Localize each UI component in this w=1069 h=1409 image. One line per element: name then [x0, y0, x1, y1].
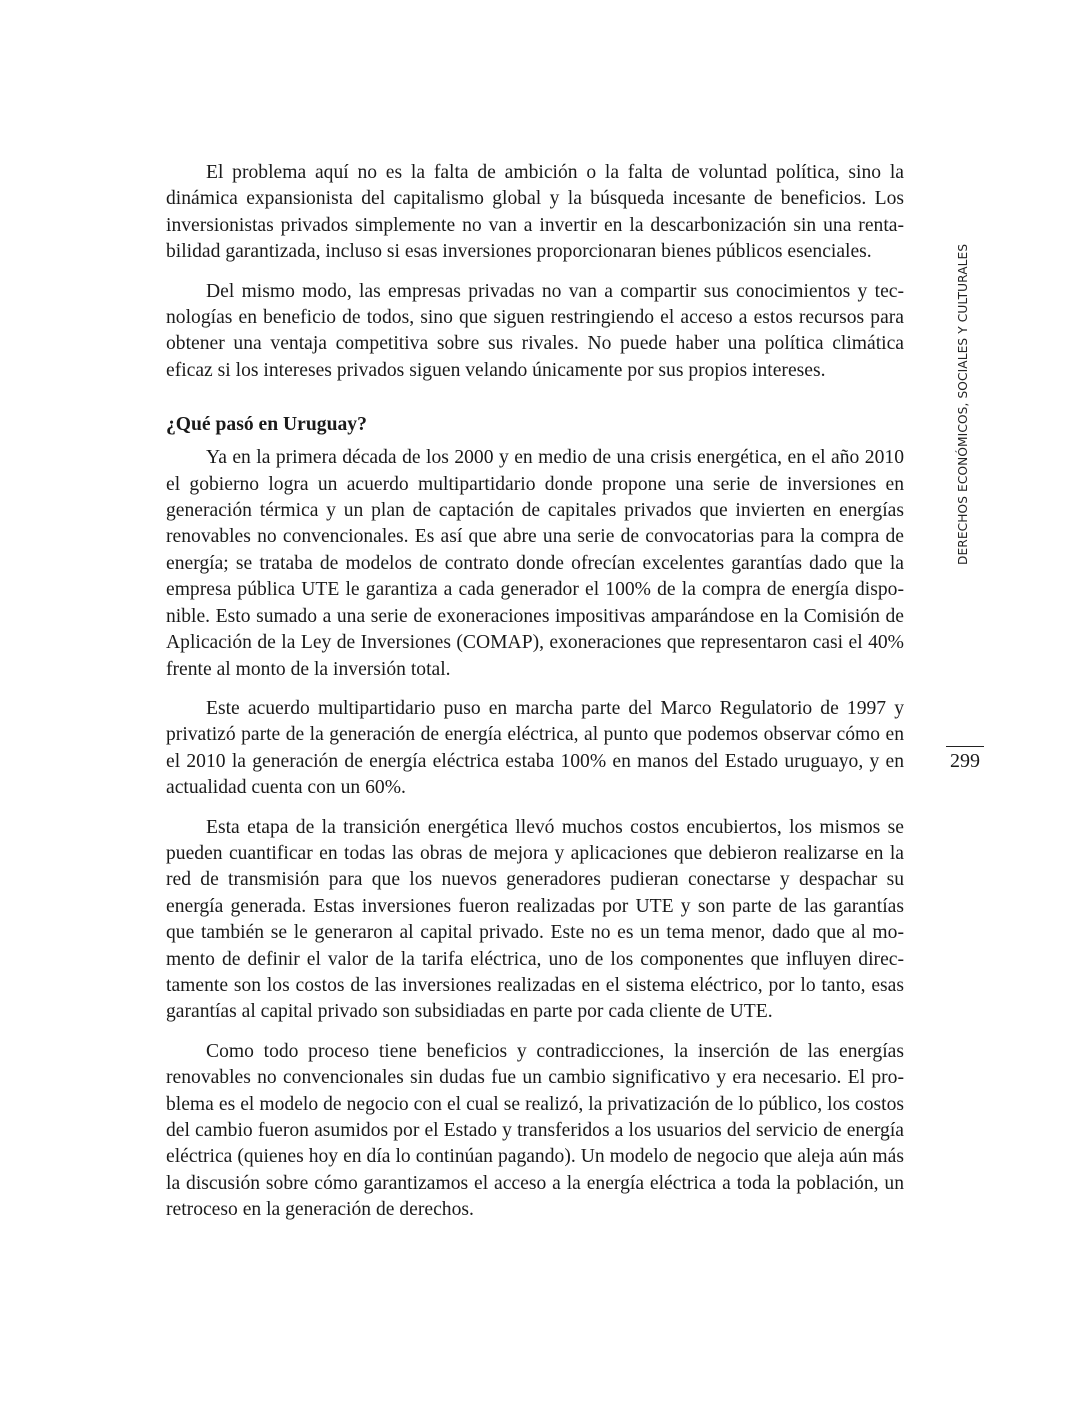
- paragraph-benefits-contradictions: Como todo proceso tiene beneficios y contradicciones, la inserción de las energías renovables no convencionales sin dudas fue un cambio significativo y era necesario. El problema es el modelo de negocio con el cual se realizó, la privatización de lo público, los costos del cambio fueron asumidos por el Estado y transferidos a los usuarios del servicio de energía eléctrica (quienes hoy en día lo continúan pagando). Un modelo de negocio que aleja aún más la discusión sobre cómo garantizamos el acceso a la energía eléctrica a toda la población, un retroceso en la generación de derechos.: [166, 1040, 904, 1221]
- paragraph-problem-ambition: El problema aquí no es la falta de ambición o la falta de voluntad política, sino la dinámica expansionista del capitalismo global y la búsqueda incesante de beneficios. Los inversionistas privados simplemente no van a invertir en la descarbonización sin una rentabilidad garantizada, incluso si esas inversiones proporcionaran bienes públicos esenciales.: [166, 162, 904, 263]
- page-number-block: [946, 746, 984, 772]
- page-number-rule: [946, 746, 984, 747]
- paragraph-regulatory-framework: Este acuerdo multipartidario puso en marcha parte del Marco Regulatorio de 1997 y privatizó parte de la generación de energía eléctrica, al punto que podemos observar cómo en el 2010 la generación de energía eléctrica estaba 100% en manos del Estado uruguayo, y en actualidad cuenta con un 60%.: [166, 697, 904, 799]
- paragraph-energy-crisis: Ya en la primera década de los 2000 y en medio de una crisis energética, en el año 2010 el gobierno logra un acuerdo multipartidario donde propone una serie de inversiones en generación térmica y un plan de captación de capitales privados que invierten en energías renovables no convencionales. Es así que abre una serie de convocatorias para la compra de energía; se trataba de modelos de contrato donde ofrecían excelentes garantías dado que la empresa pública UTE le garantiza a cada generador el 100% de la compra de energía disponible. Esto sumado a una serie de exoneraciones impositivas amparándose en la Comisión de Aplicación de la Ley de Inversiones (COMAP), exoneraciones que representaron casi el 40% frente al monto de la inversión total.: [166, 447, 904, 680]
- page-number: 299: [950, 750, 980, 772]
- paragraph-private-companies: Del mismo modo, las empresas privadas no van a compartir sus conocimientos y tecnologías en beneficio de todos, sino que siguen restringiendo el acceso a estos recursos para obtener una ventaja competitiva sobre sus rivales. No puede haber una política climática eficaz si los intereses privados siguen velando únicamente por sus propios intereses.: [166, 280, 904, 381]
- section-heading: ¿Qué pasó en Uruguay?: [166, 414, 367, 436]
- paragraph-hidden-costs: Esta etapa de la transición energética llevó muchos costos encubiertos, los mismos se pueden cuantificar en todas las obras de mejora y aplicaciones que debieron realizarse en la red de transmisión para que los nuevos generadores pudieran conectarse y despachar su energía generada. Estas inversiones fueron realizadas por UTE y son parte de las garantías que también se le generaron al capital privado. Este no es un tema menor, dado que al momento de definir el valor de la tarifa eléctrica, uno de los componentes que influyen directamente son los costos de las inversiones realizadas en el sistema eléctrico, por lo tanto, esas garantías al capital privado son subsidiadas en parte por cada cliente de UTE.: [166, 816, 904, 1023]
- running-section-title: DERECHOS ECONÓMICOS, SOCIALES Y CULTURALES: [956, 243, 970, 565]
- page-body: [166, 160, 904, 1237]
